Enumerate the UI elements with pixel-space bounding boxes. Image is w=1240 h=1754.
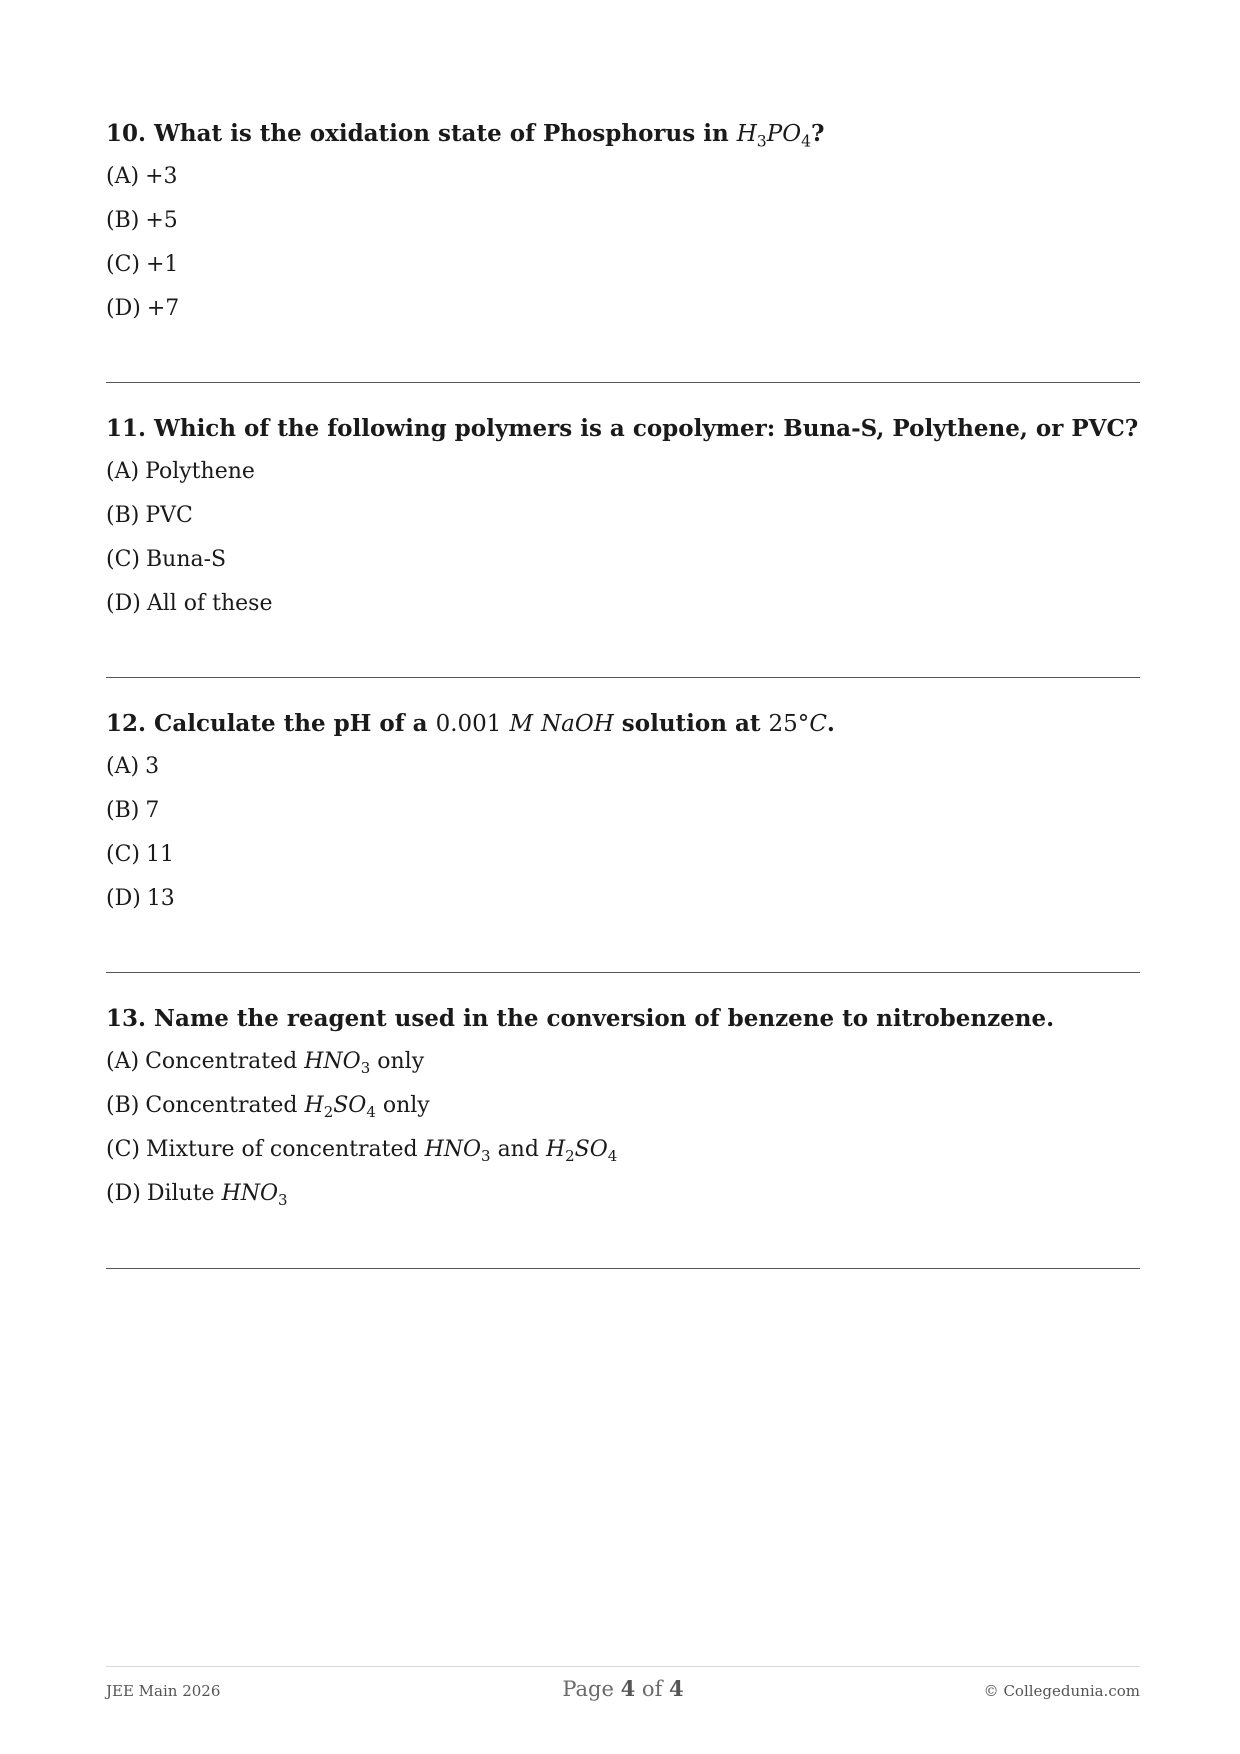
question-11 (106, 414, 1140, 634)
question-10 (106, 119, 1140, 339)
question-title (106, 1004, 1140, 1034)
page-number: Page 4 of 4 (562, 1676, 684, 1701)
option-c: (C) +1 (106, 252, 179, 277)
question-number: 11. (106, 415, 147, 442)
option-a: (A) Concentrated $HNO_3$ only (106, 1049, 425, 1078)
question-text: Name the reagent used in the conversion of benzene to nitrobenzene. (154, 1005, 1055, 1032)
question-title (106, 414, 1140, 444)
option-d: (D) +7 (106, 296, 180, 321)
question-text: Calculate the pH of a (154, 710, 428, 737)
options-list (106, 1048, 1140, 1224)
option-c: (C) 11 (106, 842, 174, 867)
question-number: 13. (106, 1005, 147, 1032)
formula-hno3: $HNO_3$ (304, 1049, 371, 1078)
question-punctuation: ? (811, 120, 825, 147)
question-number: 12. (106, 710, 147, 737)
formula-naoh: NaOH (541, 711, 614, 737)
option-b: (B) PVC (106, 503, 193, 528)
formula-hno3: $HNO_3$ (221, 1181, 288, 1210)
question-text-mid: solution at (621, 710, 761, 737)
section-divider (106, 677, 1140, 678)
footer-divider (106, 1666, 1140, 1667)
question-text: Which of the following polymers is a copolymer: Buna-S, Polythene, or PVC? (154, 415, 1139, 442)
question-number: 10. (106, 120, 147, 147)
temperature-unit: C (809, 711, 827, 737)
question-text: What is the oxidation state of Phosphorus in (154, 120, 729, 147)
question-12 (106, 709, 1140, 929)
copyright-text: © Collegedunia.com (983, 1682, 1140, 1700)
option-b: (B) Concentrated $H_2SO_4$ only (106, 1093, 430, 1122)
formula-h2so4: $H_2SO_4$ (304, 1093, 376, 1122)
section-divider (106, 972, 1140, 973)
options-list (106, 163, 1140, 339)
option-a: (A) Polythene (106, 459, 255, 484)
formula-h2so4: $H_2SO_4$ (545, 1137, 618, 1166)
section-divider (106, 1268, 1140, 1269)
option-c: (C) Buna-S (106, 547, 227, 572)
concentration-value: 0.001 (435, 711, 502, 737)
option-a: (A) 3 (106, 754, 160, 779)
question-13 (106, 1004, 1140, 1224)
section-divider (106, 382, 1140, 383)
option-d: (D) All of these (106, 591, 273, 616)
options-list (106, 753, 1140, 929)
option-b: (B) 7 (106, 798, 160, 823)
option-d: (D) 13 (106, 886, 175, 911)
options-list (106, 458, 1140, 634)
question-title (106, 709, 1140, 739)
temperature-value: 25° (768, 711, 810, 737)
option-c: (C) Mixture of concentrated $HNO_3$ and $H_2SO_4$ (106, 1137, 618, 1166)
question-title (106, 119, 1140, 149)
page-footer (106, 1676, 1140, 1706)
exam-name: JEE Main 2026 (106, 1682, 221, 1700)
formula-hno3: $HNO_3$ (424, 1137, 491, 1166)
option-d: (D) Dilute $HNO_3$ (106, 1181, 288, 1210)
option-a: (A) +3 (106, 164, 178, 189)
question-punctuation: . (826, 710, 835, 737)
formula-h3po4: $H_3PO_4$ (736, 121, 812, 151)
option-b: (B) +5 (106, 208, 178, 233)
concentration-unit: M (509, 711, 533, 737)
